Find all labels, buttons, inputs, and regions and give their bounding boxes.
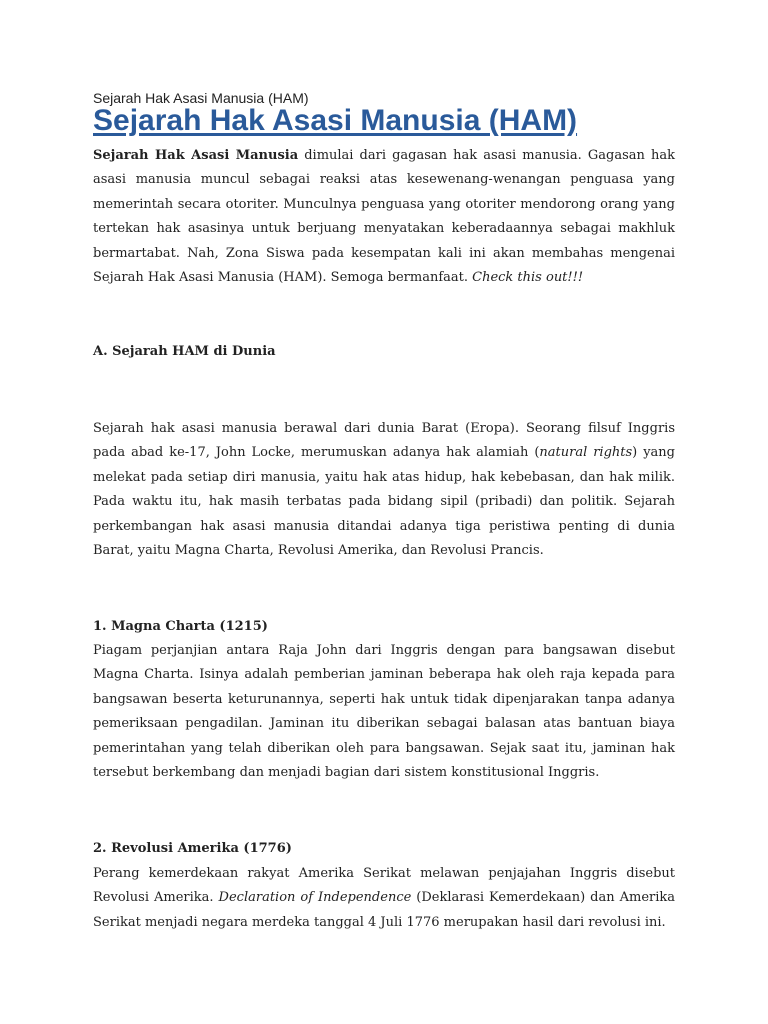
section-2-text-2: (Deklarasi Kemerdekaan) dan Amerika Serikat menjadi negara merdeka tanggal 4 Juli 1776 merupakan hasil dari revolusi ini. bbox=[93, 890, 676, 930]
intro-italic-text: Check this out!!! bbox=[472, 270, 584, 286]
section-1-paragraph: Piagam perjanjian antara Raja John dari Inggris dengan para bangsawan disebut Magna Charta. Isinya adalah pemberian jaminan beberapa hak oleh raja kepada para bangsawan beserta keturunannya, seperti hak untuk tidak dipenjarakan tanpa adanya pemeriksaan pengadilan. Jaminan itu diberikan sebagai balasan atas bantuan biaya pemerintahan yang telah diberikan oleh para bangsawan. Sejak saat itu, jaminan hak tersebut berkembang dan menjadi bagian dari sistem konstitusional Inggris. bbox=[93, 643, 675, 781]
intro-text: dimulai dari gagasan hak asasi manusia. Gagasan hak asasi manusia muncul sebagai reaksi atas kesewenang-wenangan penguasa yang memerintah secara otoriter. Munculnya penguasa yang otoriter mendorong orang yang tertekan hak asasinya untuk berjuang menyatakan keberadaannya sebagai makhluk bermartabat. Nah, Zona Siswa pada kesempatan kali ini akan membahas mengenai Sejarah Hak Asasi Manusia (HAM). Semoga bermanfaat. bbox=[93, 148, 675, 286]
section-a-text-2: ) yang melekat pada setiap diri manusia, yaitu hak atas hidup, hak kebebasan, dan hak milik. Pada waktu itu, hak masih terbatas pada bidang sipil (pribadi) dan politik. Sejarah perkembangan hak asasi manusia ditandai adanya tiga peristiwa penting di dunia Barat, yaitu Magna Charta, Revolusi Amerika, dan Revolusi Prancis. bbox=[93, 445, 675, 559]
section-2-paragraph bbox=[93, 862, 675, 935]
intro-bold-term: Sejarah Hak Asasi Manusia bbox=[93, 148, 299, 163]
section-a-italic-text: natural rights bbox=[539, 445, 633, 461]
intro-paragraph bbox=[93, 144, 675, 290]
section-2-italic-text: Declaration of Independence bbox=[218, 890, 412, 906]
section-1-heading: 1. Magna Charta (1215) bbox=[93, 619, 268, 634]
section-2-text-1: Perang kemerdekaan rakyat Amerika Serikat melawan penjajahan Inggris disebut Revolusi Amerika. bbox=[93, 866, 675, 906]
section-a-paragraph bbox=[93, 417, 675, 563]
section-a-heading: A. Sejarah HAM di Dunia bbox=[93, 344, 276, 359]
page-title[interactable]: Sejarah Hak Asasi Manusia (HAM) bbox=[93, 104, 578, 137]
document-caption: Sejarah Hak Asasi Manusia (HAM) bbox=[93, 90, 309, 106]
section-2-heading: 2. Revolusi Amerika (1776) bbox=[93, 841, 292, 856]
section-a-text-1: Sejarah hak asasi manusia berawal dari dunia Barat (Eropa). Seorang filsuf Inggris pada abad ke-17, John Locke, merumuskan adanya hak alamiah ( bbox=[93, 421, 675, 461]
